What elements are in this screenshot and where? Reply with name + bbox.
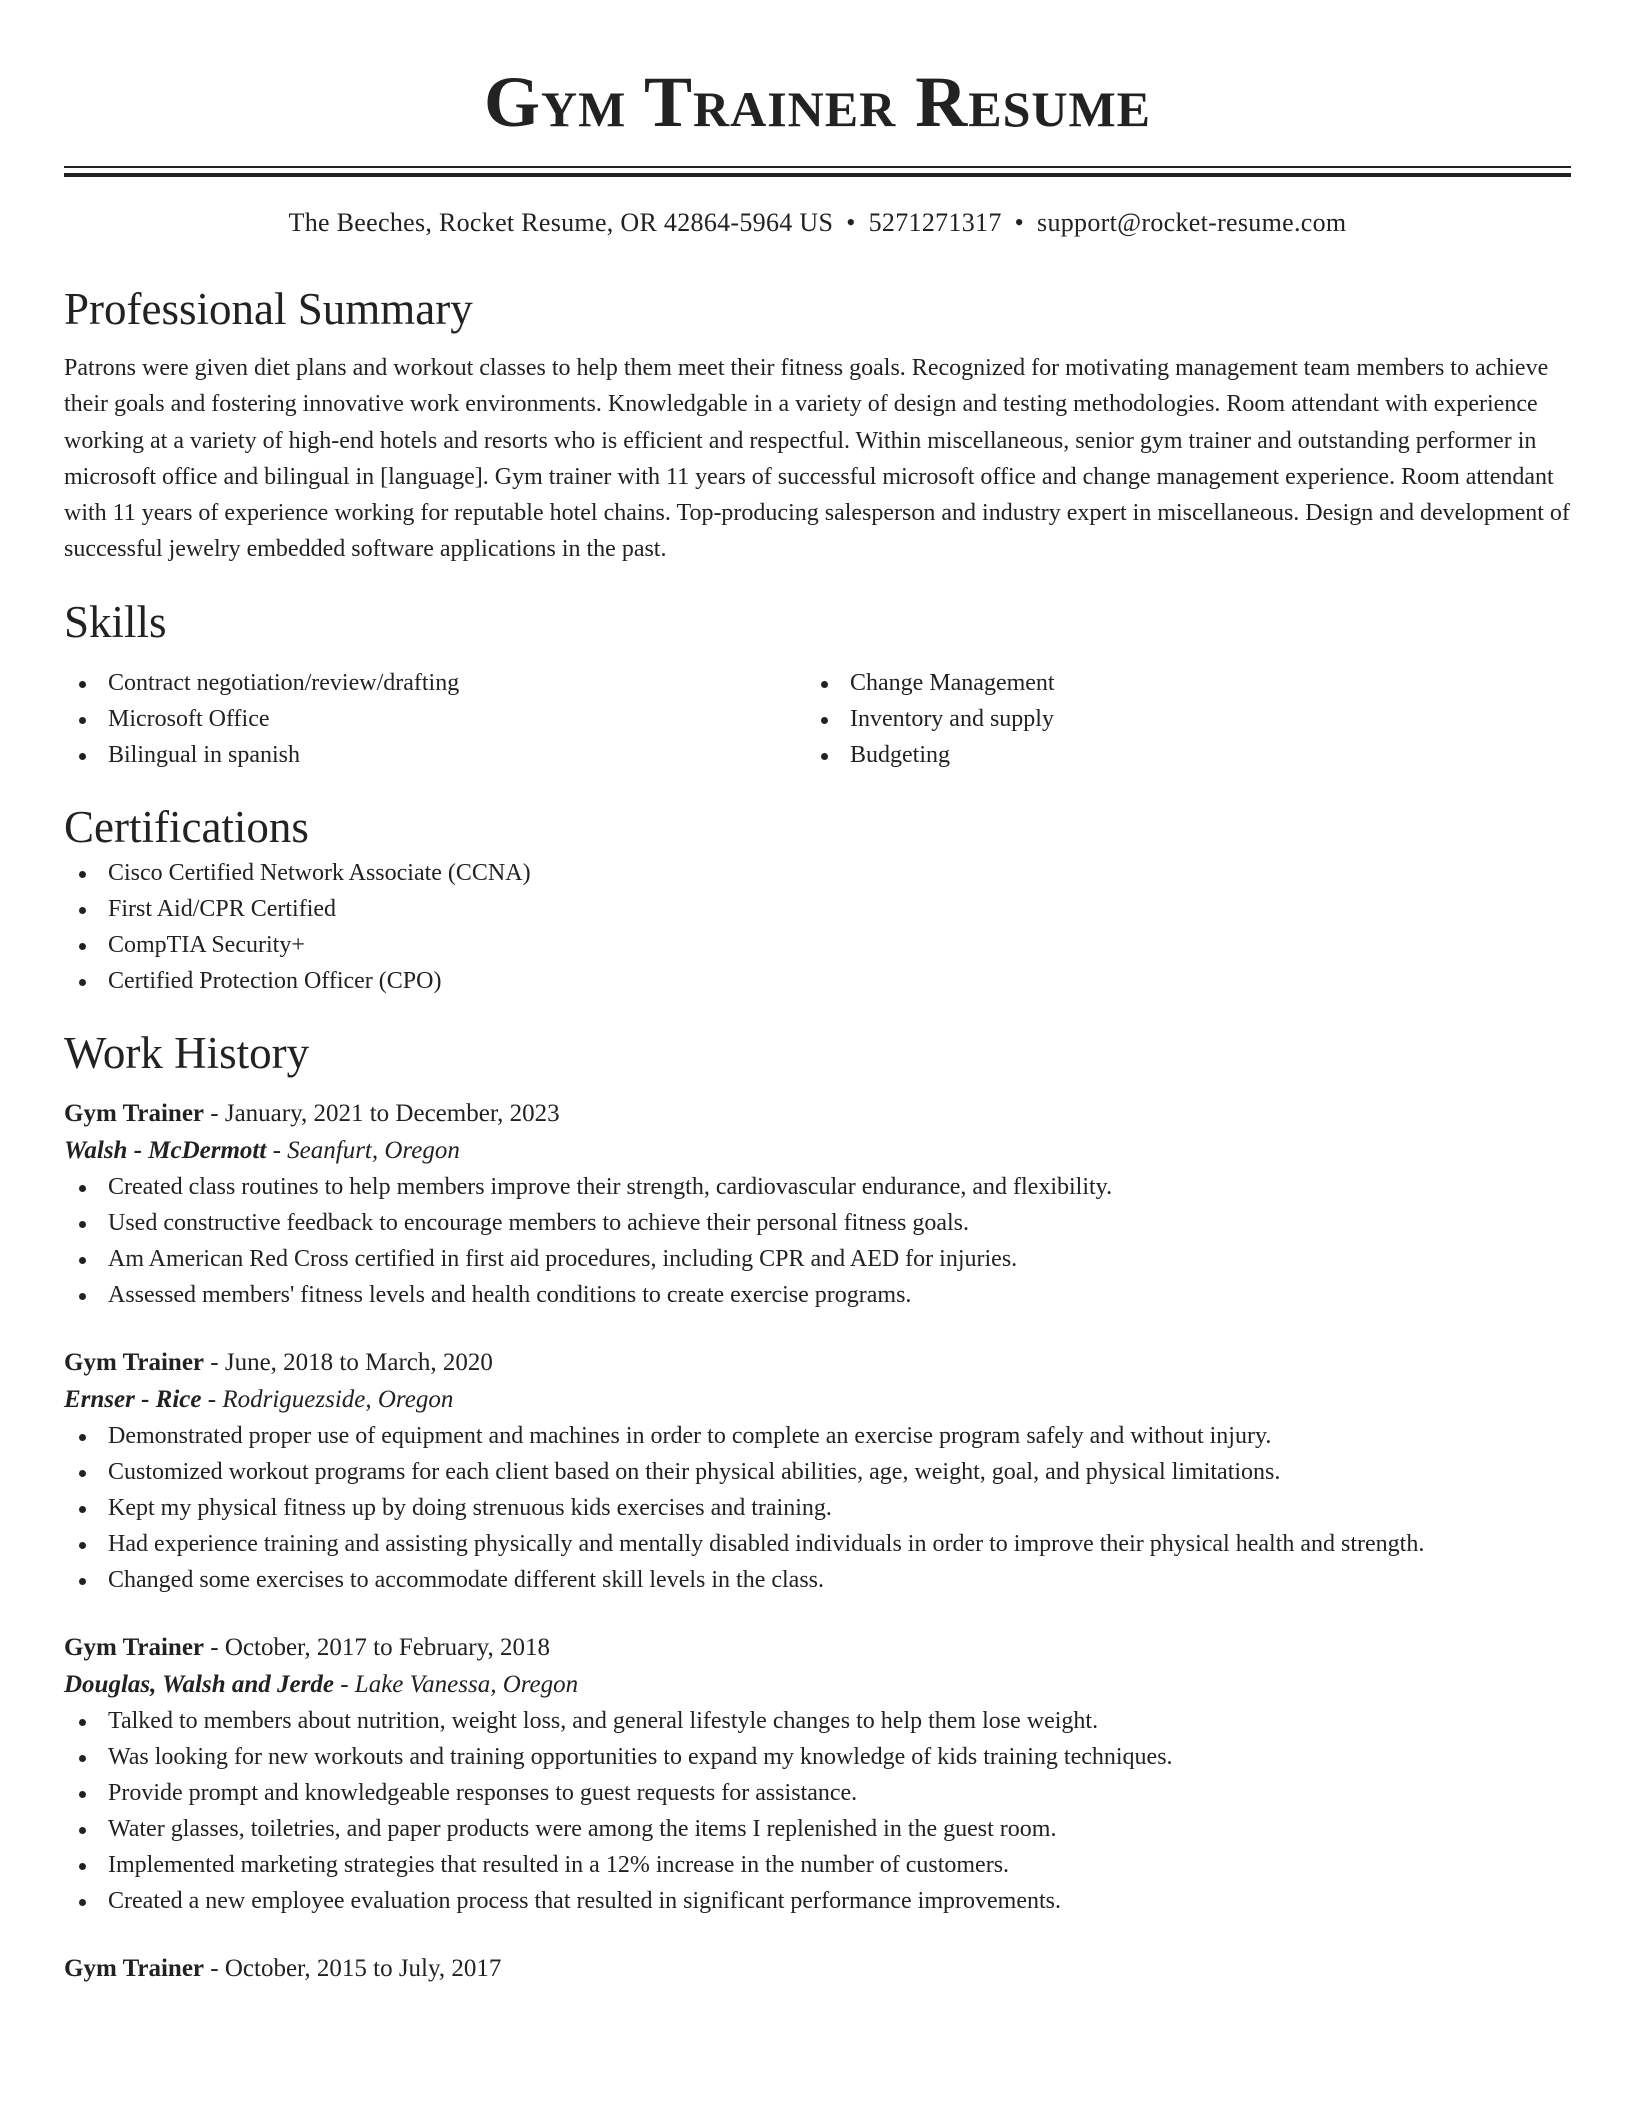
work-history-heading: Work History bbox=[64, 1027, 310, 1078]
certification-item: Cisco Certified Network Associate (CCNA) bbox=[64, 855, 1571, 891]
job-duty-item: Created a new employee evaluation process that resulted in significant performance improvements. bbox=[64, 1883, 1571, 1919]
job-duty-item: Talked to members about nutrition, weight loss, and general lifestyle changes to help them lose weight. bbox=[64, 1703, 1571, 1739]
contact-email: support@rocket-resume.com bbox=[1037, 208, 1347, 237]
job-role: Gym Trainer bbox=[64, 1633, 205, 1661]
job-location: Rodriguezside, Oregon bbox=[222, 1385, 454, 1413]
skill-item: Change Management bbox=[806, 665, 1548, 701]
title-divider-thin bbox=[64, 166, 1571, 168]
job-location: Seanfurt, Oregon bbox=[287, 1136, 460, 1164]
skills-heading: Skills bbox=[64, 596, 167, 647]
job-duty-item: Changed some exercises to accommodate different skill levels in the class. bbox=[64, 1562, 1571, 1598]
job-role: Gym Trainer bbox=[64, 1348, 205, 1376]
job-duties-list bbox=[64, 1703, 1571, 1919]
job-entry bbox=[64, 1629, 1571, 1919]
certification-item: Certified Protection Officer (CPO) bbox=[64, 963, 1571, 999]
job-duty-item: Demonstrated proper use of equipment and machines in order to complete an exercise program safely and without injury. bbox=[64, 1418, 1571, 1454]
job-employer-line bbox=[64, 1666, 1571, 1703]
job-company: Douglas, Walsh and Jerde bbox=[64, 1670, 334, 1698]
contact-separator: • bbox=[1014, 208, 1025, 237]
skill-item: Microsoft Office bbox=[64, 701, 806, 737]
job-entry bbox=[64, 1095, 1571, 1313]
job-dash: - bbox=[333, 1670, 355, 1698]
job-dates: October, 2015 to July, 2017 bbox=[224, 1954, 502, 1982]
job-employer-line bbox=[64, 1381, 1571, 1418]
job-duty-item: Implemented marketing strategies that resulted in a 12% increase in the number of customers. bbox=[64, 1847, 1571, 1883]
job-duty-item: Used constructive feedback to encourage members to achieve their personal fitness goals. bbox=[64, 1205, 1571, 1241]
skill-item: Bilingual in spanish bbox=[64, 737, 806, 773]
job-title-line bbox=[64, 1095, 1571, 1132]
skills-list-left bbox=[64, 665, 806, 773]
skill-item: Contract negotiation/review/drafting bbox=[64, 665, 806, 701]
skills-list-right bbox=[806, 665, 1548, 773]
job-entry bbox=[64, 1950, 1571, 1987]
job-dates: October, 2017 to February, 2018 bbox=[224, 1633, 550, 1661]
job-role: Gym Trainer bbox=[64, 1099, 205, 1127]
skill-item: Inventory and supply bbox=[806, 701, 1548, 737]
job-employer-line bbox=[64, 1132, 1571, 1169]
resume-page bbox=[64, 0, 1571, 1987]
skills-column-right bbox=[806, 665, 1548, 773]
job-entry bbox=[64, 1344, 1571, 1598]
job-title-line bbox=[64, 1629, 1571, 1666]
job-duty-item: Kept my physical fitness up by doing strenuous kids exercises and training. bbox=[64, 1490, 1571, 1526]
job-dates: January, 2021 to December, 2023 bbox=[224, 1099, 560, 1127]
skills-column-left bbox=[64, 665, 806, 773]
job-duties-list bbox=[64, 1169, 1571, 1313]
job-dash: - bbox=[266, 1136, 288, 1164]
job-dash: - bbox=[204, 1633, 225, 1661]
job-title-line bbox=[64, 1950, 1571, 1987]
job-dates: June, 2018 to March, 2020 bbox=[224, 1348, 493, 1376]
job-company: Walsh - McDermott bbox=[64, 1136, 267, 1164]
job-company: Ernser - Rice bbox=[64, 1385, 202, 1413]
job-title-line bbox=[64, 1344, 1571, 1381]
job-duty-item: Created class routines to help members improve their strength, cardiovascular endurance, and flexibility. bbox=[64, 1169, 1571, 1205]
job-role: Gym Trainer bbox=[64, 1954, 205, 1982]
job-duties-list bbox=[64, 1418, 1571, 1598]
job-duty-item: Had experience training and assisting physically and mentally disabled individuals in order to improve their physical health and strength. bbox=[64, 1526, 1571, 1562]
contact-separator: • bbox=[846, 208, 856, 237]
job-location: Lake Vanessa, Oregon bbox=[354, 1670, 579, 1698]
certifications-list bbox=[64, 855, 1571, 999]
summary-text: Patrons were given diet plans and workout classes to help them meet their fitness goals. Recognized for motivating management team members to achieve their goals and fostering innovative work environments. Knowledgable in a variety of design and testing methodologies. Room attendant with experience working at a variety of high-end hotels and resorts who is efficient and respectful. Within miscellaneous, senior gym trainer and outstanding performer in microsoft office and bilingual in [language]. Gym trainer with 11 years of successful microsoft office and change management experience. Room attendant with 11 years of experience working for reputable hotel chains. Top-producing salesperson and industry expert in miscellaneous. Design and development of successful jewelry embedded software applications in the past. bbox=[64, 355, 1570, 563]
summary-heading: Professional Summary bbox=[64, 284, 473, 334]
job-dash: - bbox=[204, 1954, 225, 1982]
job-duty-item: Water glasses, toiletries, and paper products were among the items I replenished in the guest room. bbox=[64, 1811, 1571, 1847]
job-duty-item: Provide prompt and knowledgeable responses to guest requests for assistance. bbox=[64, 1775, 1571, 1811]
certification-item: CompTIA Security+ bbox=[64, 927, 1571, 963]
contact-address: The Beeches, Rocket Resume, OR 42864-5964 US bbox=[288, 208, 834, 237]
contact-phone: 5271271317 bbox=[868, 208, 1002, 237]
job-duty-item: Was looking for new workouts and training opportunities to expand my knowledge of kids training techniques. bbox=[64, 1739, 1571, 1775]
job-duty-item: Am American Red Cross certified in first aid procedures, including CPR and AED for injuries. bbox=[64, 1241, 1571, 1277]
job-dash: - bbox=[204, 1099, 225, 1127]
resume-title: Gym Trainer Resume bbox=[483, 62, 1152, 142]
contact-line bbox=[64, 205, 1571, 241]
title-divider-thick bbox=[64, 173, 1571, 177]
job-duty-item: Assessed members' fitness levels and health conditions to create exercise programs. bbox=[64, 1277, 1571, 1313]
certifications-heading: Certifications bbox=[64, 801, 309, 852]
job-dash: - bbox=[204, 1348, 225, 1376]
certification-item: First Aid/CPR Certified bbox=[64, 891, 1571, 927]
skill-item: Budgeting bbox=[806, 737, 1548, 773]
skills-grid bbox=[64, 665, 1571, 773]
job-duty-item: Customized workout programs for each client based on their physical abilities, age, weight, goal, and physical limitations. bbox=[64, 1454, 1571, 1490]
job-dash: - bbox=[201, 1385, 223, 1413]
